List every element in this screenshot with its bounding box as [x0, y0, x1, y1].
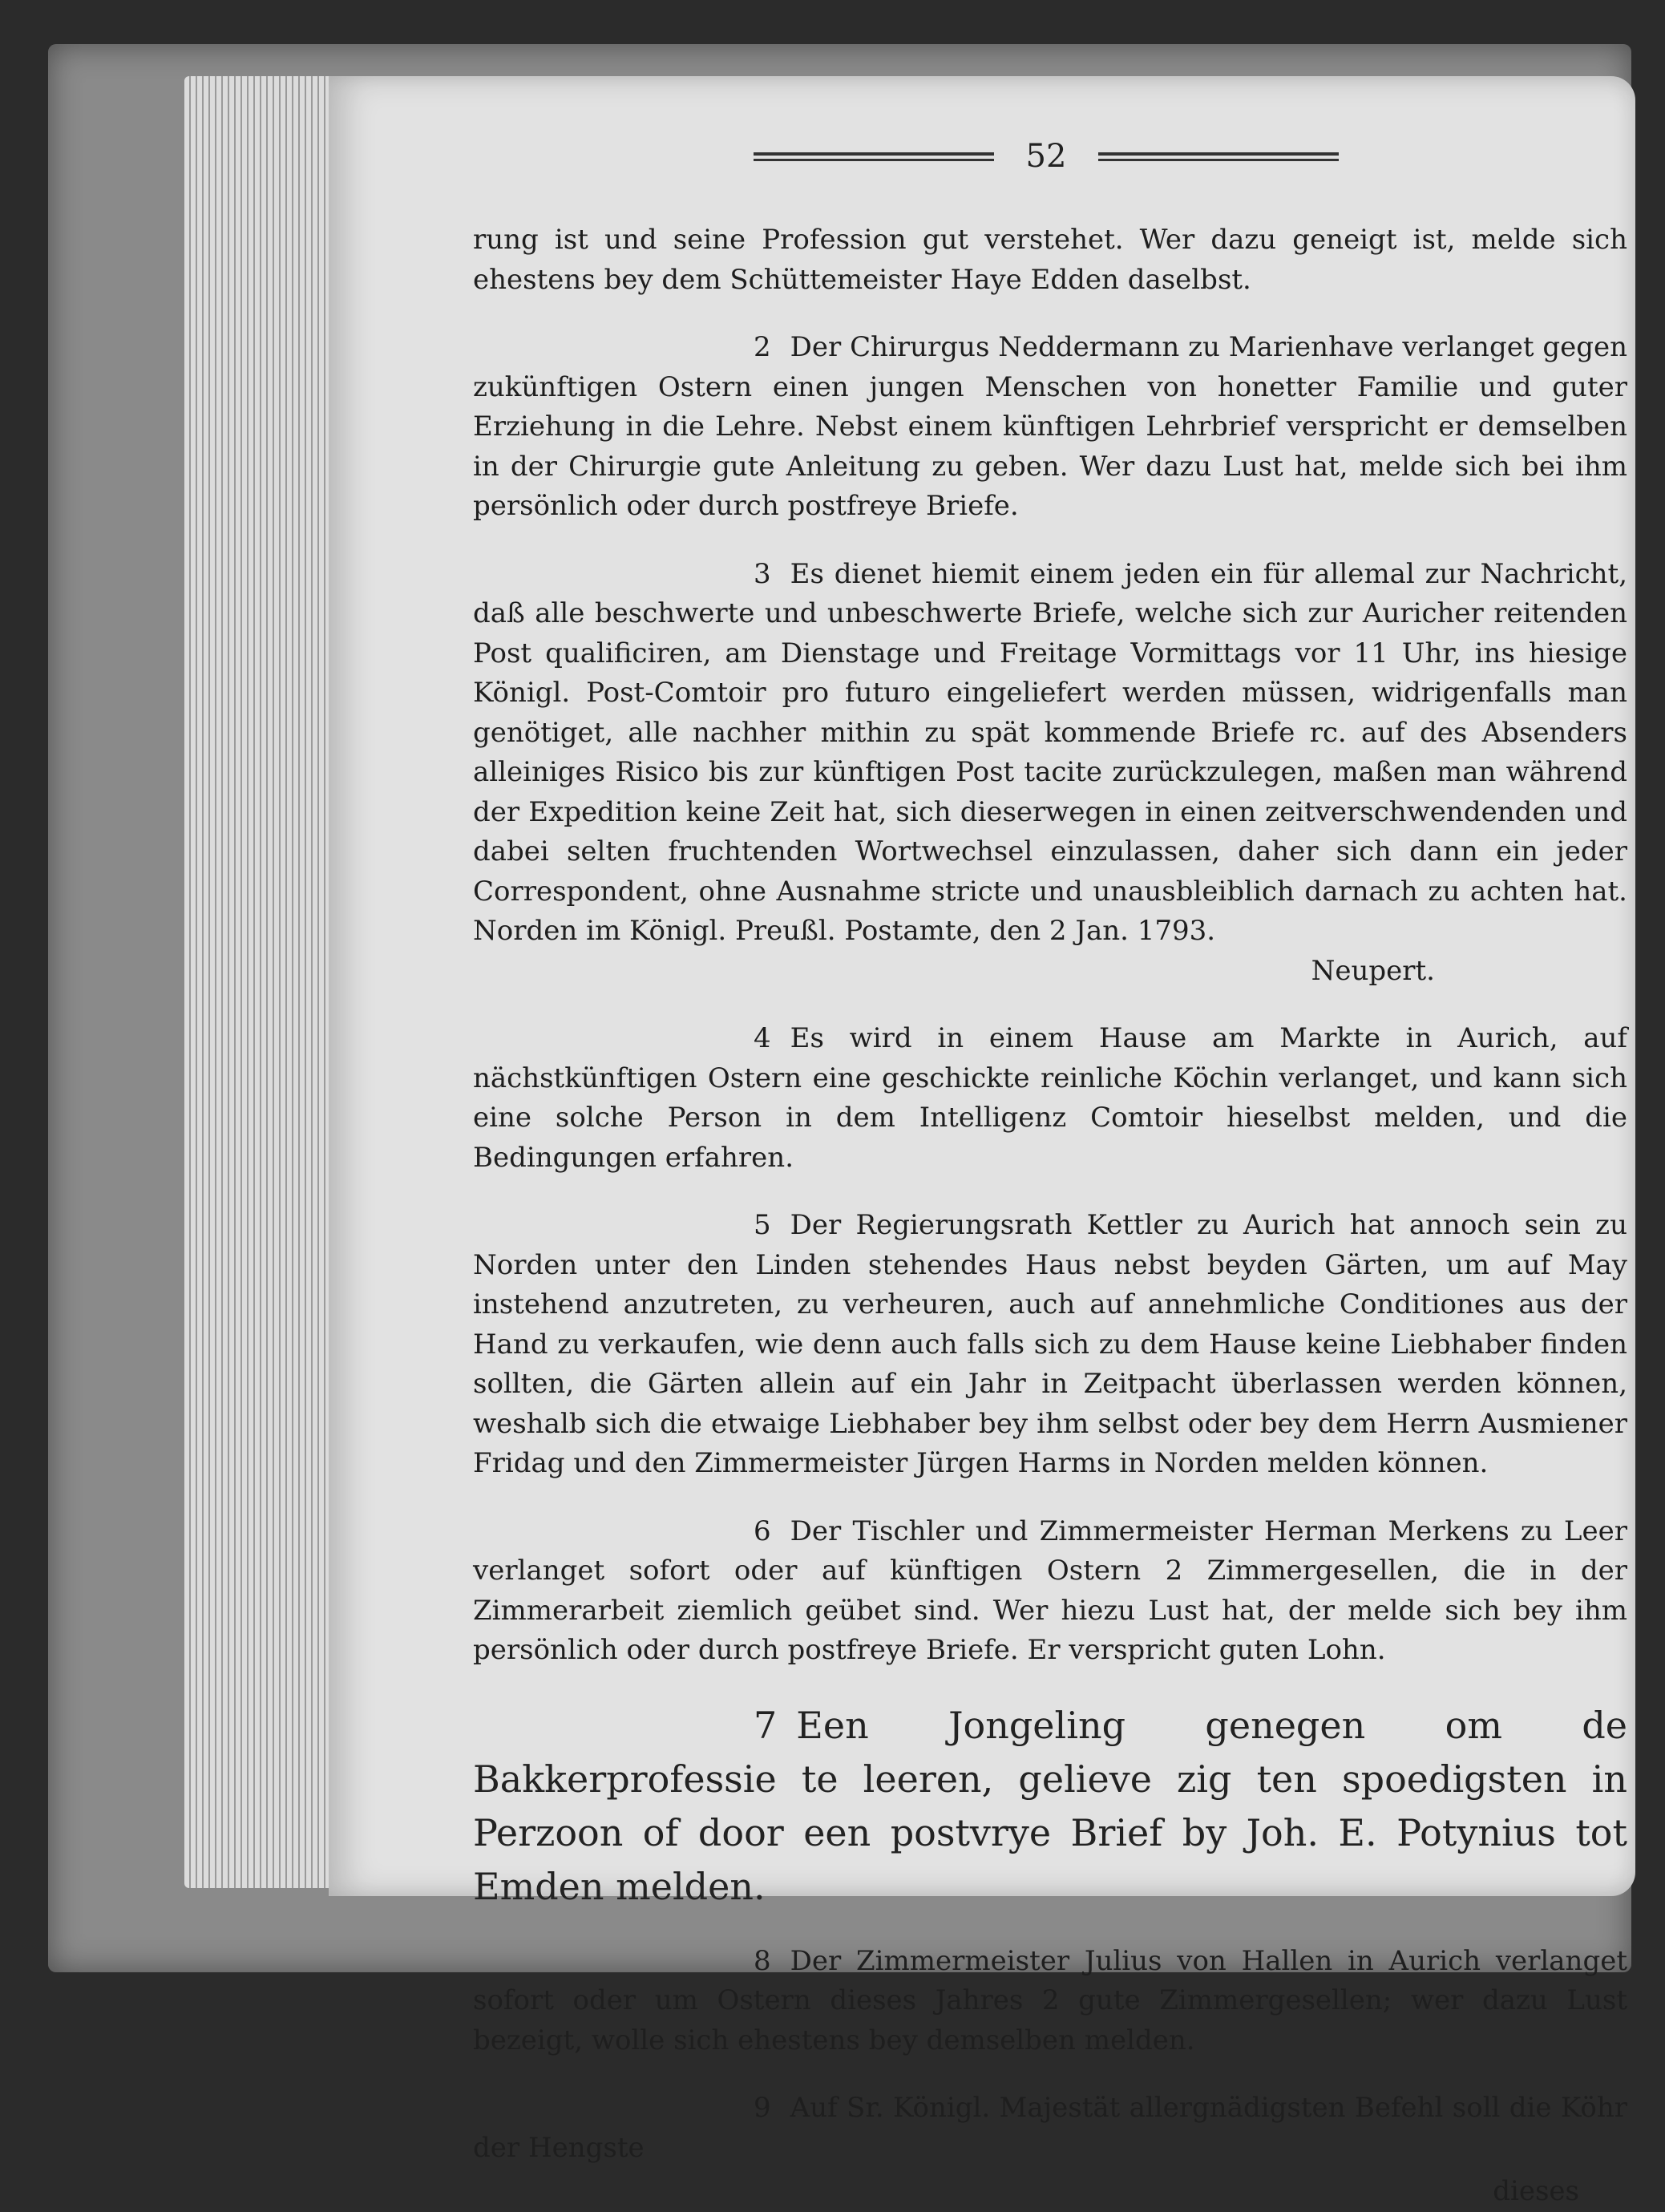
ad-number: 6 — [754, 1514, 771, 1547]
advertisement-7-dutch — [473, 1699, 1627, 1914]
catchword: dieses — [1493, 2175, 1579, 2207]
ad-text: Der Tischler und Zimmermeister Herman Merkens zu Leer verlanget sofort oder auf künftigen Ostern 2 Zimmergesellen, die in der Zimmerarbeit ziemlich geübet sind. Wer hiezu Lust hat, der melde sich bey ihm persönlich oder durch postfreye Briefe. Er verspricht guten Lohn. — [473, 1514, 1627, 1666]
ad-number: 7 — [754, 1703, 778, 1747]
page-edges — [184, 76, 345, 1888]
header-rule-left — [754, 152, 994, 161]
ad-text: Een Jongeling genegen om de Bakkerprofessie te leeren, gelieve zig ten spoedigsten in Perzoon of door een postvrye Brief by Joh. E. Potynius tot Emden melden. — [473, 1703, 1627, 1908]
ad-number: 9 — [754, 2092, 771, 2124]
ad-number: 3 — [754, 557, 771, 590]
page-number: 52 — [1025, 138, 1067, 175]
ad-text: Auf Sr. Königl. Majestät allergnädigsten Befehl soll die Köhr der Hengste — [473, 2092, 1627, 2164]
ad-text: Der Chirurgus Neddermann zu Marienhave verlanget gegen zukünftigen Ostern einen jungen Menschen von honetter Familie und guter Erziehung in die Lehre. Nebst einem künftigen Lehrbrief verspricht er demselben in der Chirurgie gute Anleitung zu geben. Wer dazu Lust hat, melde sich bei ihm persönlich oder durch postfreye Briefe. — [473, 331, 1627, 522]
header-rule-right — [1098, 152, 1339, 161]
ad-text: Der Zimmermeister Julius von Hallen in Aurich verlanget sofort oder um Ostern dieses Jahres 2 gute Zimmergesellen; wer dazu Lust bezeigt, wolle sich ehestens bey demselben melden. — [473, 1944, 1627, 2056]
page-body — [473, 220, 1627, 2212]
page-header — [754, 136, 1339, 176]
advertisement-9 — [473, 2089, 1627, 2168]
advertisement-5 — [473, 1206, 1627, 1484]
advertisement-3 — [473, 555, 1627, 952]
advertisement-4 — [473, 1019, 1627, 1178]
ad-text: Es wird in einem Hause am Markte in Aurich, auf nächstkünftigen Ostern eine geschickte reinliche Köchin verlanget, und kann sich eine solche Person in dem Intelligenz Comtoir hieselbst melden, und die Bedingungen erfahren. — [473, 1022, 1627, 1174]
ad-text: Es dienet hiemit einem jeden ein für allemal zur Nachricht, daß alle beschwerte und unbeschwerte Briefe, welche sich zur Auricher reitenden Post qualificiren, am Dienstage und Freitage Vormittags vor 11 Uhr, ins hiesige Königl. Post-Comtoir pro futuro eingeliefert werden müssen, widrigenfalls man genötiget, alle nachher mithin zu spät kommende Briefe rc. auf des Absenders alleiniges Risico bis zur künftigen Post tacite zurückzulegen, maßen man während der Expedition keine Zeit hat, sich dieserwegen in einen zeitverschwendenden und dabei selten fruchtenden Wortwechsel einzulassen, daher sich dann ein jeder Correspondent, ohne Ausnahme stricte und unausbleiblich darnach zu achten hat. Norden im Königl. Preußl. Postamte, den 2 Jan. 1793. — [473, 557, 1627, 947]
ad-number: 4 — [754, 1022, 771, 1054]
ad-text: Der Regierungsrath Kettler zu Aurich hat annoch sein zu Norden unter den Linden stehendes Haus nebst beyden Gärten, um auf May instehend anzutreten, zu verheuren, auch auf annehmliche Conditiones aus der Hand zu verkaufen, wie denn auch falls sich zu dem Hause keine Liebhaber finden sollten, die Gärten allein auf ein Jahr in Zeitpacht überlassen werden können, weshalb sich die etwaige Liebhaber bey ihm selbst oder bey dem Herrn Ausmiener Fridag und den Zimmermeister Jürgen Harms in Norden melden können. — [473, 1209, 1627, 1479]
continued-paragraph: rung ist und seine Profession gut verstehet. Wer dazu geneigt ist, melde sich ehestens bey dem Schüttemeister Haye Edden daselbst. — [473, 224, 1627, 296]
ad-number: 2 — [754, 331, 771, 363]
advertisement-2 — [473, 328, 1627, 527]
ad-number: 5 — [754, 1209, 771, 1241]
ad-number: 8 — [754, 1944, 771, 1977]
advertisement-8 — [473, 1942, 1627, 2061]
advertisement-6 — [473, 1512, 1627, 1671]
signature-neupert: Neupert. — [1311, 954, 1435, 987]
